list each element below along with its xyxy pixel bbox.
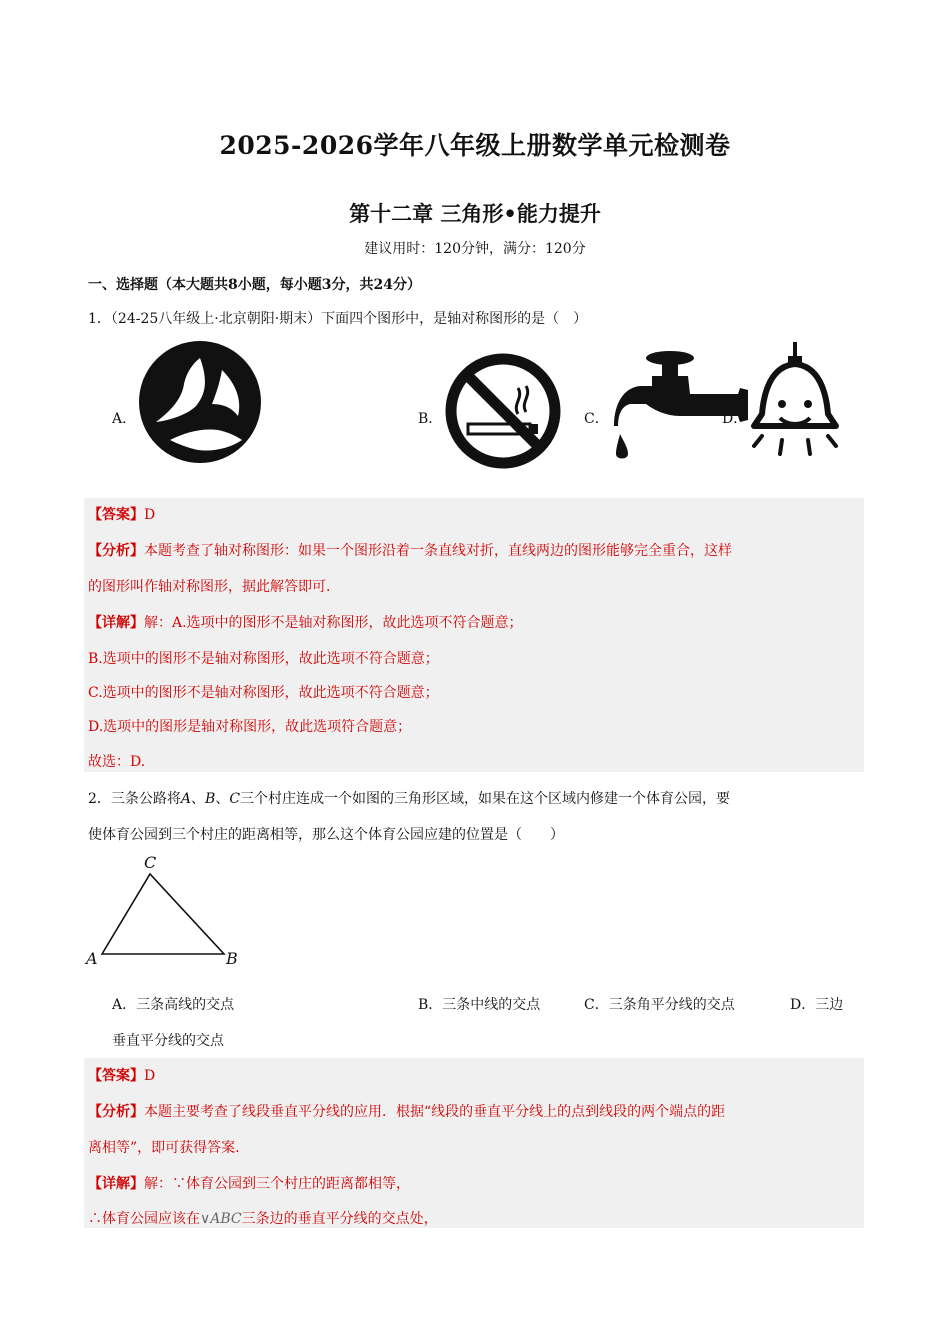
detail-line: 【详解】解：A.选项中的图形不是轴对称图形，故此选项不符合题意； (88, 615, 523, 631)
analysis-line-2: 离相等”，即可获得答案. (88, 1140, 240, 1156)
vertex-label-a: A (86, 949, 98, 968)
detail-line-2: ∴体育公园应该在∨ABC三条边的垂直平分线的交点处， (88, 1211, 438, 1227)
option-c-label: C． (584, 411, 609, 427)
question-number: 1． (88, 311, 111, 327)
subtitle: 建议用时：120分钟，满分：120分 (364, 241, 586, 257)
detail-line-3: C.选项中的图形不是轴对称图形，故此选项不符合题意； (88, 685, 439, 701)
option-d-continued: 垂直平分线的交点 (112, 1033, 224, 1049)
vertex-label-b: B (226, 949, 238, 968)
lamp-face-icon (748, 342, 842, 466)
analysis-line: 【分析】本题主要考查了线段垂直平分线的应用．根据“线段的垂直平分线上的点到线段的两个端点的距 (88, 1104, 726, 1120)
analysis-line: 【分析】本题考查了轴对称图形：如果一个图形沿着一条直线对折，直线两边的图形能够完全重合，这样 (88, 543, 732, 559)
option-c: C．三条角平分线的交点 (584, 997, 735, 1013)
option-b-label: B． (418, 411, 443, 427)
analysis-line-2: 的图形叫作轴对称图形，据此解答即可. (88, 579, 331, 595)
detail-line: 【详解】解：∵体育公园到三个村庄的距离都相等， (88, 1176, 410, 1192)
question-text: （24-25八年级上·北京朝阳·期末）下面四个图形中，是轴对称图形的是（ ） (110, 311, 588, 327)
vertex-label-c: C (144, 853, 157, 872)
no-smoking-icon (444, 352, 562, 470)
answer-line: 【答案】D (88, 507, 156, 523)
option-b: B．三条中线的交点 (418, 997, 541, 1013)
section-heading: 一、选择题（本大题共8小题，每小题3分，共24分） (88, 277, 421, 293)
triskelion-logo-icon (138, 340, 262, 464)
option-a-label: A． (112, 411, 137, 427)
detail-line-5: 故选：D. (88, 754, 146, 770)
option-d: D．三边 (790, 997, 844, 1013)
chapter-title: 第十二章 三角形•能力提升 (349, 201, 601, 226)
option-a: A．三条高线的交点 (112, 997, 235, 1013)
dripping-faucet-icon (610, 350, 750, 462)
question-1 (88, 310, 587, 328)
question-number: 2． (88, 791, 111, 807)
question-2-line-2: 使体育公园到三个村庄的距离相等，那么这个体育公园应建的位置是（ ） (88, 827, 564, 843)
main-title: 2025-2026学年八年级上册数学单元检测卷 (219, 131, 731, 160)
detail-line-2: B.选项中的图形不是轴对称图形，故此选项不符合题意； (88, 651, 439, 667)
question-2: 2．三条公路将A、B、C三个村庄连成一个如图的三角形区域，如果在这个区域内修建一个体育公园，要 (88, 791, 731, 807)
triangle-abc-figure (84, 852, 244, 970)
answer-line: 【答案】D (88, 1068, 156, 1084)
option-d-label: D． (722, 411, 748, 427)
detail-line-4: D.选项中的图形是轴对称图形，故此选项符合题意； (88, 719, 412, 735)
